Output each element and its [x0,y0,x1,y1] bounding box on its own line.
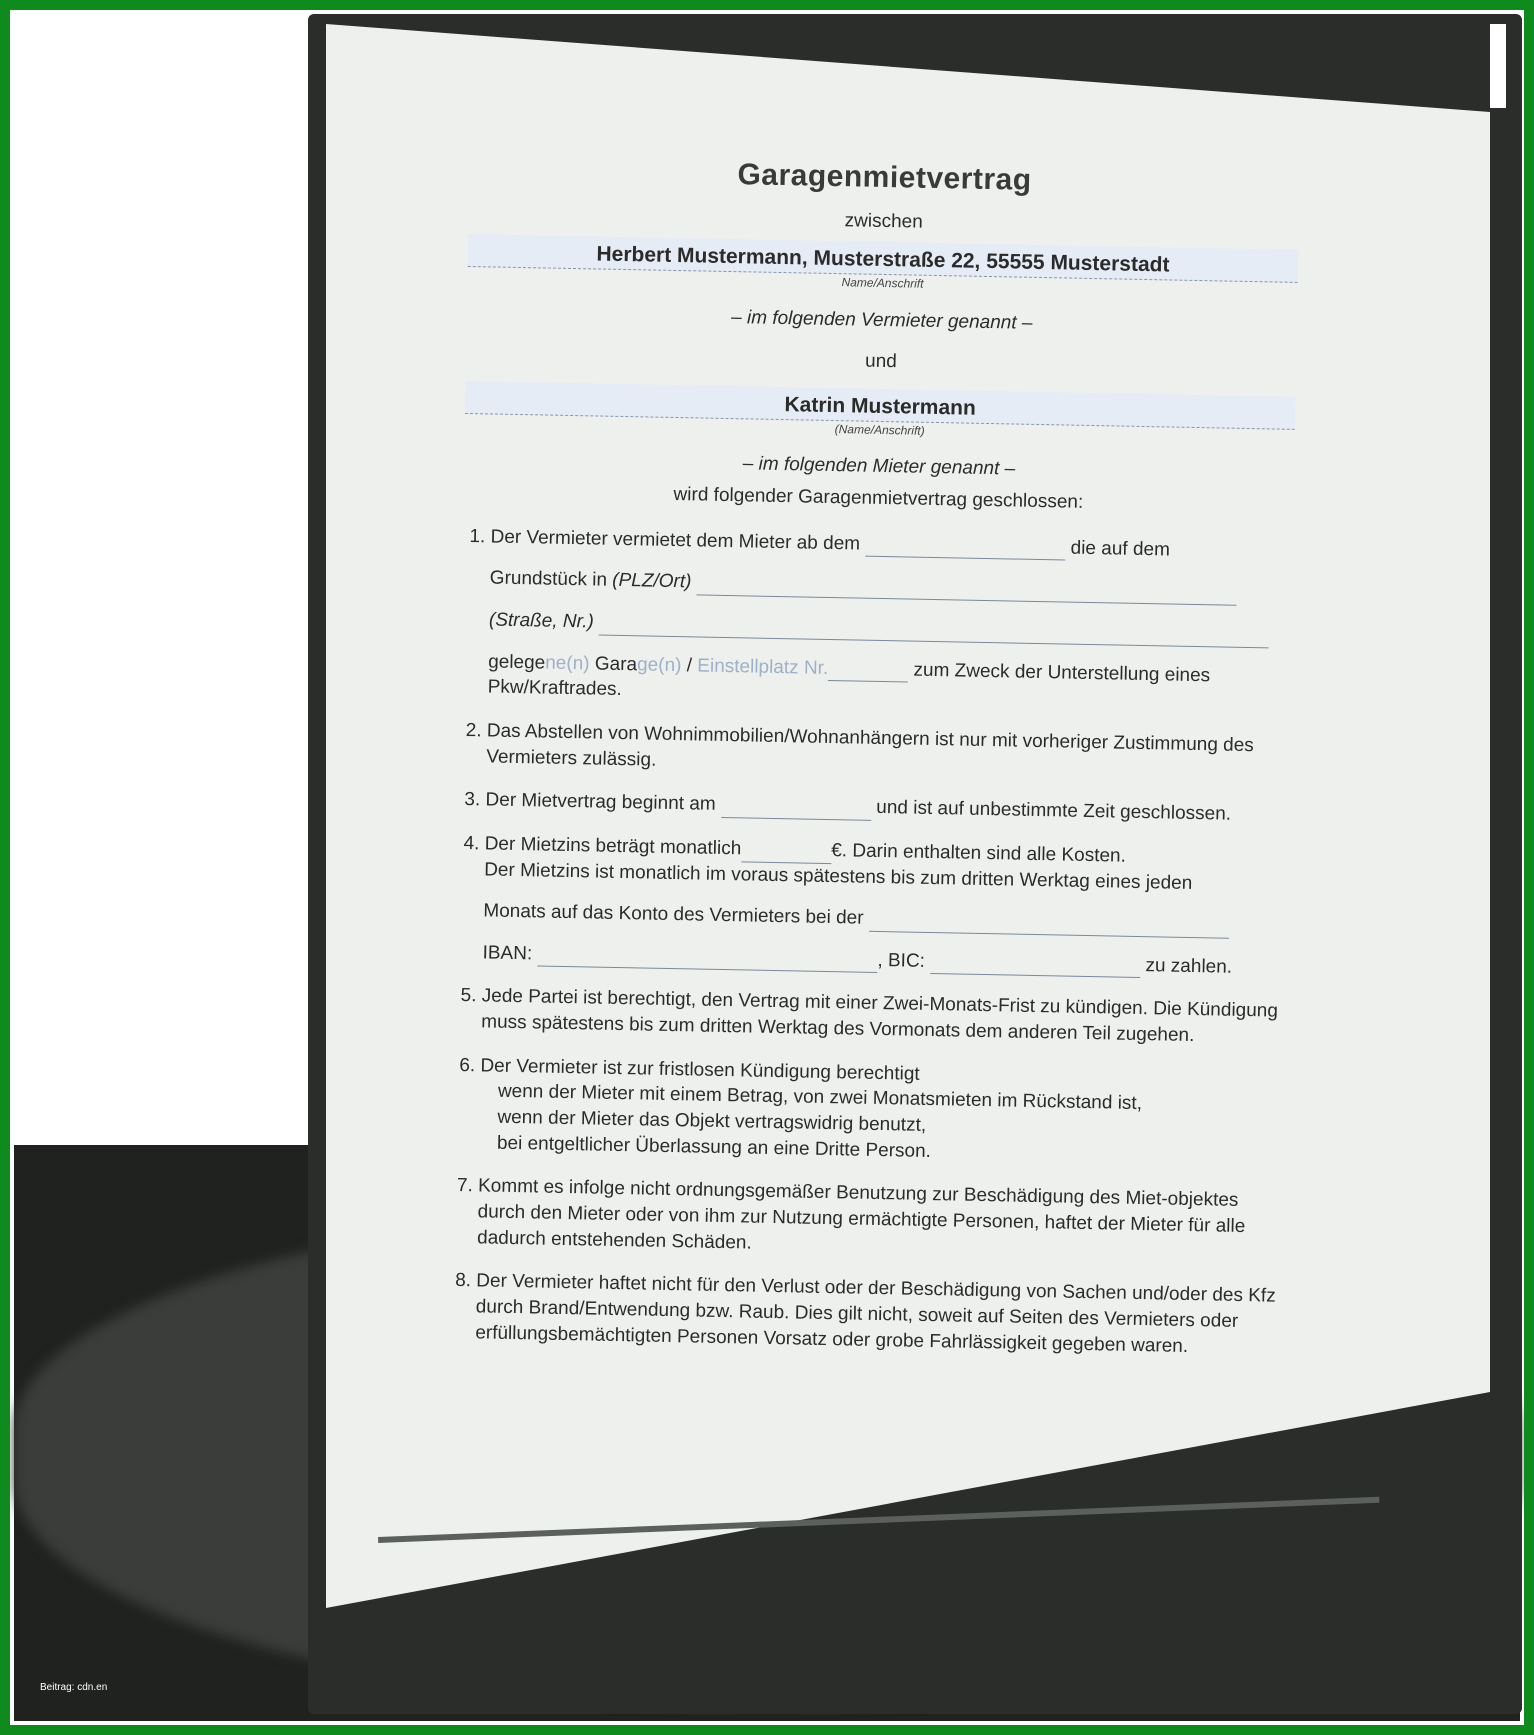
tenant-role: – im folgenden Mieter genannt – [742,453,1016,481]
iban-label: IBAN: [482,942,533,965]
street-label: (Straße, Nr.) [488,609,595,633]
garage-text-6: Einstellplatz Nr. [697,655,829,679]
clause-1-text-e: zum Zweck der Unterstellung eines Pkw/Kraftrades. [487,659,1211,701]
clause-5: 5. Jede Partei ist berechtigt, den Vertrag mit einer Zwei-Monats-Frist zu kündigen. Die Kündigung muss spätestens bis zum dritten Werktag des Vormonats dem anderen Teil zugehen. [481,984,1284,1051]
bic-label: , BIC: [877,949,926,972]
document-title: Garagenmietvertrag [737,158,1032,197]
clause-6-text-b: wenn der Mieter mit einem Betrag, von zwei Monatsmieten im Rückstand ist, [497,1081,1143,1115]
clause-1-text: Der Vermieter vermietet dem Mieter ab dem [490,526,861,555]
clause-1-text-b: die auf dem [1070,537,1171,561]
rent-amount-field[interactable] [741,843,831,864]
clause-6-text-d: bei entgeltlicher Überlassung an eine Dritte Person. [496,1132,932,1162]
garage-text-2: ne(n) [545,652,590,675]
landlord-role: – im folgenden Vermieter genannt – [730,306,1033,334]
garage-text-4: ge(n) [636,653,682,676]
street-field[interactable] [599,616,1269,648]
space-number-field[interactable] [828,662,908,683]
clause-6 [479,1053,1283,1171]
and-text: und [864,350,898,373]
clause-4-text-c: Der Mietzins ist monatlich im voraus spätestens bis zum dritten Werktag eines jeden [483,858,1193,894]
clause-4-text-a: Der Mietzins beträgt monatlich [484,833,742,860]
garage-text-5: / [681,654,698,677]
tenant-caption: (Name/Anschrift) [834,422,925,439]
garage-text-3: Gara [589,653,638,675]
garage-text-1: gelege [487,651,546,674]
clause-1-text-c: Grundstück in [489,567,608,592]
plz-label: (PLZ/Ort) [612,570,692,593]
clause-3-text-a: Der Mietvertrag beginnt am [485,789,716,816]
clause-7: 7. Kommt es infolge nicht ordnungsgemäßer Benutzung zur Beschädigung des Miet-objektes durch den Mieter oder von ihm zur Nutzung ermächtigte Personen, haftet der Mieter für alle dadurch entstehenden Schäden. [477,1174,1280,1266]
contract-content [447,150,1300,1379]
clause-4-text-e: zu zahlen. [1145,954,1233,978]
clause-3 [485,788,1287,829]
clause-list [447,524,1293,1361]
start-date-field[interactable] [865,538,1065,561]
tenant-name: Katrin Mustermann [465,381,1295,430]
bic-field[interactable] [930,955,1140,978]
landlord-name: Herbert Mustermann, Musterstraße 22, 55555 Musterstadt [468,234,1298,283]
between-text: zwischen [844,209,923,233]
intro-text: wird folgender Garagenmietvertrag geschlossen: [673,484,1084,513]
clause-1 [487,524,1292,716]
landlord-caption: Name/Anschrift [841,275,924,292]
iban-field[interactable] [537,948,877,974]
bank-field[interactable] [869,913,1229,939]
clause-4-text-b: €. Darin enthalten sind alle Kosten. [831,839,1127,867]
contract-start-field[interactable] [721,799,871,821]
watermark-text: Beitrag: cdn.en [40,1682,108,1693]
clause-3-text-b: und ist auf unbestimmte Zeit geschlossen. [876,797,1232,825]
clause-8: 8. Der Vermieter haftet nicht für den Verlust oder der Beschädigung von Sachen und/oder des Kfz durch Brand/Entwendung bzw. Raub. Dies gilt nicht, soweit auf Seiten des Vermieters oder erfüllungsbemächtigten Personen Vorsatz oder grobe Fahrlässigkeit gegeben waren. [475,1269,1278,1361]
clause-4-text-d: Monats auf das Konto des Vermieters bei der [483,900,864,929]
page-corner [1490,24,1506,108]
plz-field[interactable] [696,576,1236,605]
clause-4 [482,831,1286,981]
clause-6-text-c: wenn der Mieter das Objekt vertragswidrig benutzt, [497,1106,927,1136]
clause-2: 2. Das Abstellen von Wohnimmobilien/Wohnanhängern ist nur mit vorheriger Zustimmung des Vermieters zulässig. [486,718,1289,785]
clause-6-text-a: 6. Der Vermieter ist zur fristlosen Kündigung berechtigt [480,1055,920,1085]
